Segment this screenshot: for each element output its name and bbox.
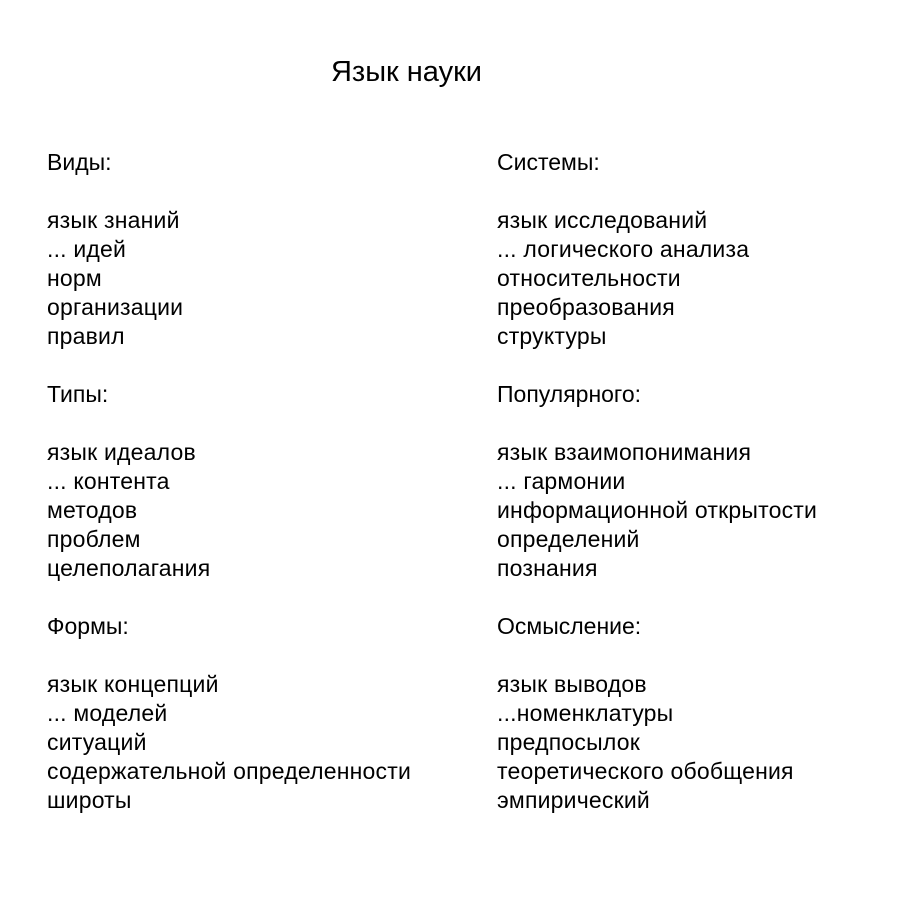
list-item: организации xyxy=(47,294,184,320)
list-item: предпосылок xyxy=(497,729,640,755)
list-item: проблем xyxy=(47,526,141,552)
list-item: эмпирический xyxy=(497,787,650,813)
list-item: содержательной определенности xyxy=(47,758,412,784)
list-item: познания xyxy=(497,555,598,581)
list-item: язык взаимопонимания xyxy=(497,439,752,465)
list-item: язык знаний xyxy=(47,207,180,233)
list-item: информационной открытости xyxy=(497,497,818,523)
section-heading: Виды: xyxy=(47,149,112,175)
list-item: язык выводов xyxy=(497,671,647,697)
section-heading: Формы: xyxy=(47,613,129,639)
section-heading: Популярного: xyxy=(497,381,641,407)
list-item: язык идеалов xyxy=(47,439,196,465)
list-item: структуры xyxy=(497,323,607,349)
section-vidy xyxy=(47,148,467,380)
section-osmyslenie xyxy=(497,612,900,815)
section-formy xyxy=(47,612,467,815)
list-item: методов xyxy=(47,497,138,523)
section-heading: Системы: xyxy=(497,149,600,175)
left-column xyxy=(47,148,467,815)
page-title: Язык науки xyxy=(330,56,483,88)
section-tipy xyxy=(47,380,467,612)
list-item: ... моделей xyxy=(47,700,168,726)
section-populyarnogo xyxy=(497,380,900,612)
list-item: относительности xyxy=(497,265,681,291)
list-item: язык концепций xyxy=(47,671,219,697)
section-sistemy xyxy=(497,148,900,380)
list-item: правил xyxy=(47,323,125,349)
right-column xyxy=(497,148,900,815)
list-item: язык исследований xyxy=(497,207,708,233)
list-item: определений xyxy=(497,526,640,552)
list-item: ... идей xyxy=(47,236,127,262)
list-item: ...номенклатуры xyxy=(497,700,674,726)
list-item: преобразования xyxy=(497,294,675,320)
section-heading: Осмысление: xyxy=(497,613,642,639)
list-item: ситуаций xyxy=(47,729,147,755)
list-item: целеполагания xyxy=(47,555,211,581)
section-heading: Типы: xyxy=(47,381,109,407)
list-item: теоретического обобщения xyxy=(497,758,794,784)
list-item: ... логического анализа xyxy=(497,236,750,262)
list-item: ... контента xyxy=(47,468,170,494)
list-item: ... гармонии xyxy=(497,468,626,494)
list-item: норм xyxy=(47,265,102,291)
list-item: широты xyxy=(47,787,132,813)
